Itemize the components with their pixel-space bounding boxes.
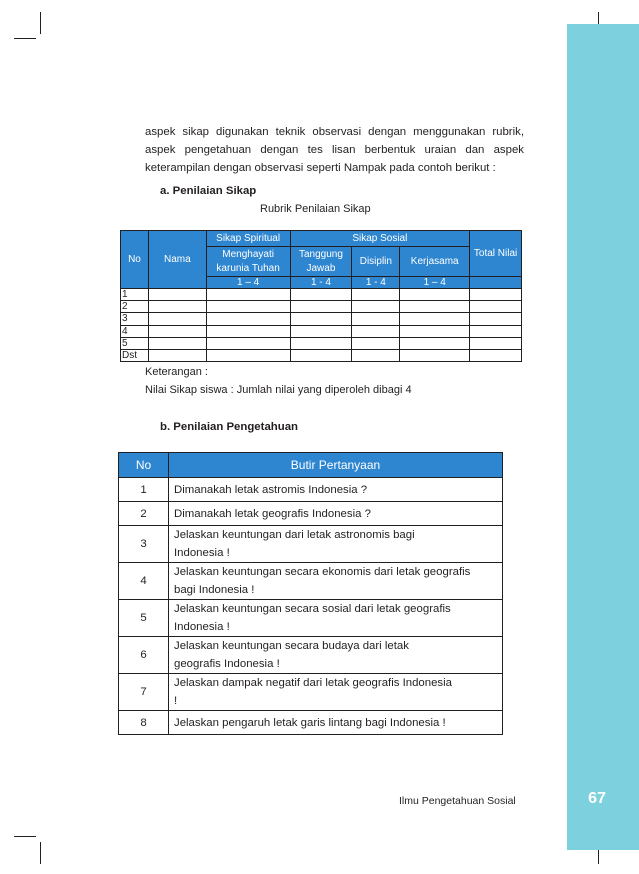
range-total [470, 277, 522, 289]
running-footer-title: Ilmu Pengetahuan Sosial [399, 795, 516, 807]
keterangan-label: Keterangan : [145, 366, 208, 378]
question-text: Jelaskan keuntungan secara budaya dari letak geografis Indonesia ! [169, 637, 503, 674]
question-number: 8 [119, 711, 169, 735]
header-total: Total Nilai [470, 231, 522, 277]
question-number: 5 [119, 600, 169, 637]
crop-mark [14, 38, 36, 39]
table-row [119, 502, 503, 526]
question-text: Dimanakah letak geografis Indonesia ? [169, 502, 503, 526]
table-row: 3 [121, 313, 522, 325]
question-text: Jelaskan pengaruh letak garis lintang bagi Indonesia ! [169, 711, 503, 735]
question-number: 3 [119, 526, 169, 563]
rubric-caption: Rubrik Penilaian Sikap [260, 203, 371, 215]
question-text: Jelaskan keuntungan secara ekonomis dari letak geografis bagi Indonesia ! [169, 563, 503, 600]
range-disiplin: 1 - 4 [352, 277, 400, 289]
side-color-band [567, 24, 639, 850]
section-b-title: b. Penilaian Pengetahuan [160, 421, 298, 433]
section-a-title: a. Penilaian Sikap [160, 185, 257, 197]
header-nama: Nama [148, 231, 206, 289]
question-number: 1 [119, 478, 169, 502]
table-row: 2 [121, 301, 522, 313]
header-butir-pertanyaan: Butir Pertanyaan [169, 453, 503, 478]
page-number: 67 [588, 790, 606, 807]
intro-paragraph [145, 123, 524, 177]
attitude-rubric-table [120, 230, 522, 362]
crop-mark [40, 12, 41, 34]
keterangan-text: Nilai Sikap siswa : Jumlah nilai yang diperoleh dibagi 4 [145, 384, 412, 396]
question-number: 4 [119, 563, 169, 600]
header-sosial: Sikap Sosial [290, 231, 470, 247]
range-kerjasama: 1 – 4 [400, 277, 470, 289]
question-text: Dimanakah letak astromis Indonesia ? [169, 478, 503, 502]
question-text: Jelaskan dampak negatif dari letak geografis Indonesia ! [169, 674, 503, 711]
range-spiritual: 1 – 4 [206, 277, 290, 289]
intro-line: keterampilan dengan observasi seperti Nampak pada contoh berikut : [145, 162, 496, 174]
intro-line: aspek pengetahuan dengan tes lisan berbentuk uraian dan aspek [145, 144, 524, 156]
table-row: 1 [121, 289, 522, 301]
crop-mark [14, 836, 36, 837]
question-number: 2 [119, 502, 169, 526]
header-spiritual: Sikap Spiritual [206, 231, 290, 247]
table-row [119, 478, 503, 502]
question-text: Jelaskan keuntungan dari letak astronomis bagi Indonesia ! [169, 526, 503, 563]
header-menghayati: Menghayati karunia Tuhan [206, 247, 290, 277]
knowledge-questions-table [118, 452, 503, 735]
header-no: No [121, 231, 149, 289]
table-row: Dst [121, 349, 522, 361]
table-row [119, 600, 503, 637]
question-text: Jelaskan keuntungan secara sosial dari letak geografis Indonesia ! [169, 600, 503, 637]
table-row [119, 637, 503, 674]
question-number: 6 [119, 637, 169, 674]
question-number: 7 [119, 674, 169, 711]
table-row [119, 711, 503, 735]
header-tanggung-jawab: Tanggung Jawab [290, 247, 352, 277]
header-no: No [119, 453, 169, 478]
crop-mark [40, 842, 41, 864]
table-row: 4 [121, 325, 522, 337]
intro-line: aspek sikap digunakan teknik observasi dengan menggunakan rubrik, [145, 126, 524, 138]
table-row [119, 526, 503, 563]
range-tanggung: 1 - 4 [290, 277, 352, 289]
table-row [119, 563, 503, 600]
table-row [119, 674, 503, 711]
table-row: 5 [121, 337, 522, 349]
header-kerjasama: Kerjasama [400, 247, 470, 277]
header-disiplin: Disiplin [352, 247, 400, 277]
